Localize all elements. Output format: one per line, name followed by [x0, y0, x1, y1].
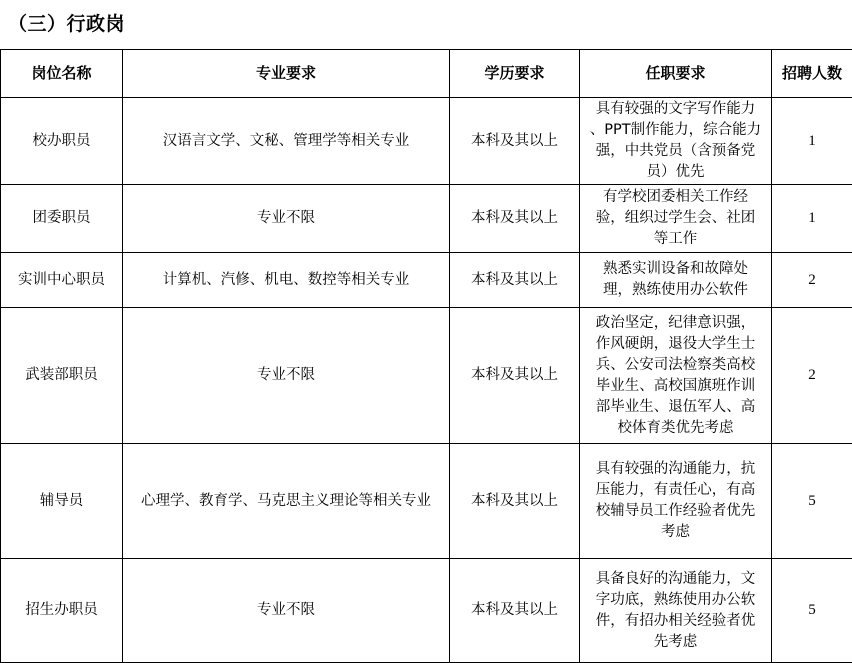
major-cell: 汉语言文学、文秘、管理学等相关专业	[123, 98, 450, 185]
position-cell: 辅导员	[1, 444, 123, 559]
education-cell: 本科及其以上	[450, 308, 580, 444]
position-cell: 团委职员	[1, 185, 123, 253]
count-cell: 5	[772, 444, 852, 559]
count-cell: 5	[772, 559, 852, 663]
requirements-line: 强，中共党员（含预备党	[586, 141, 765, 162]
major-cell: 心理学、教育学、马克思主义理论等相关专业	[123, 444, 450, 559]
table-row	[1, 444, 852, 559]
section-title: （三）行政岗	[8, 12, 125, 36]
position-cell: 武装部职员	[1, 308, 123, 444]
education-cell: 本科及其以上	[450, 98, 580, 185]
requirements-line: 验，组织过学生会、社团	[586, 208, 765, 229]
major-cell: 计算机、汽修、机电、数控等相关专业	[123, 253, 450, 308]
table-row	[1, 253, 852, 308]
requirements-line: 有学校团委相关工作经	[586, 187, 765, 208]
table-row	[1, 185, 852, 253]
count-cell: 2	[772, 253, 852, 308]
requirements-cell	[580, 185, 772, 253]
requirements-cell	[580, 98, 772, 185]
major-cell: 专业不限	[123, 308, 450, 444]
major-cell: 专业不限	[123, 559, 450, 663]
requirements-cell	[580, 253, 772, 308]
position-cell: 招生办职员	[1, 559, 123, 663]
requirements-line: 毕业生、高校国旗班作训	[586, 376, 765, 397]
header-count: 招聘人数	[772, 50, 852, 98]
requirements-line: 校体育类优先考虑	[586, 418, 765, 439]
major-cell: 专业不限	[123, 185, 450, 253]
education-cell: 本科及其以上	[450, 253, 580, 308]
count-cell: 1	[772, 185, 852, 253]
requirements-line: 字功底，熟练使用办公软	[586, 590, 765, 611]
header-major: 专业要求	[123, 50, 450, 98]
table-row	[1, 559, 852, 663]
education-cell: 本科及其以上	[450, 185, 580, 253]
requirements-line: 兵、公安司法检察类高校	[586, 355, 765, 376]
education-cell: 本科及其以上	[450, 444, 580, 559]
position-cell: 校办职员	[1, 98, 123, 185]
header-position: 岗位名称	[1, 50, 123, 98]
requirements-line: 政治坚定，纪律意识强，	[586, 313, 765, 334]
requirements-line: 熟悉实训设备和故障处	[586, 259, 765, 280]
recruitment-table	[0, 49, 852, 663]
requirements-line: 部毕业生、退伍军人、高	[586, 397, 765, 418]
requirements-line: 理，熟练使用办公软件	[586, 280, 765, 301]
requirements-line: 考虑	[586, 522, 765, 543]
table-row	[1, 308, 852, 444]
table-row	[1, 98, 852, 185]
requirements-line: 、PPT制作能力，综合能力	[586, 120, 765, 141]
education-cell: 本科及其以上	[450, 559, 580, 663]
table-header-row	[1, 50, 852, 98]
requirements-line: 件，有招办相关经验者优	[586, 611, 765, 632]
position-cell: 实训中心职员	[1, 253, 123, 308]
requirements-line: 校辅导员工作经验者优先	[586, 501, 765, 522]
requirements-line: 具备良好的沟通能力，文	[586, 569, 765, 590]
header-requirements: 任职要求	[580, 50, 772, 98]
requirements-line: 等工作	[586, 229, 765, 250]
count-cell: 2	[772, 308, 852, 444]
header-education: 学历要求	[450, 50, 580, 98]
count-cell: 1	[772, 98, 852, 185]
requirements-cell	[580, 444, 772, 559]
requirements-line: 员）优先	[586, 162, 765, 183]
requirements-line: 先考虑	[586, 632, 765, 653]
requirements-line: 压能力，有责任心，有高	[586, 480, 765, 501]
requirements-line: 具有较强的沟通能力，抗	[586, 459, 765, 480]
requirements-line: 作风硬朗，退役大学生士	[586, 334, 765, 355]
requirements-line: 具有较强的文字写作能力	[586, 99, 765, 120]
requirements-cell	[580, 308, 772, 444]
requirements-cell	[580, 559, 772, 663]
